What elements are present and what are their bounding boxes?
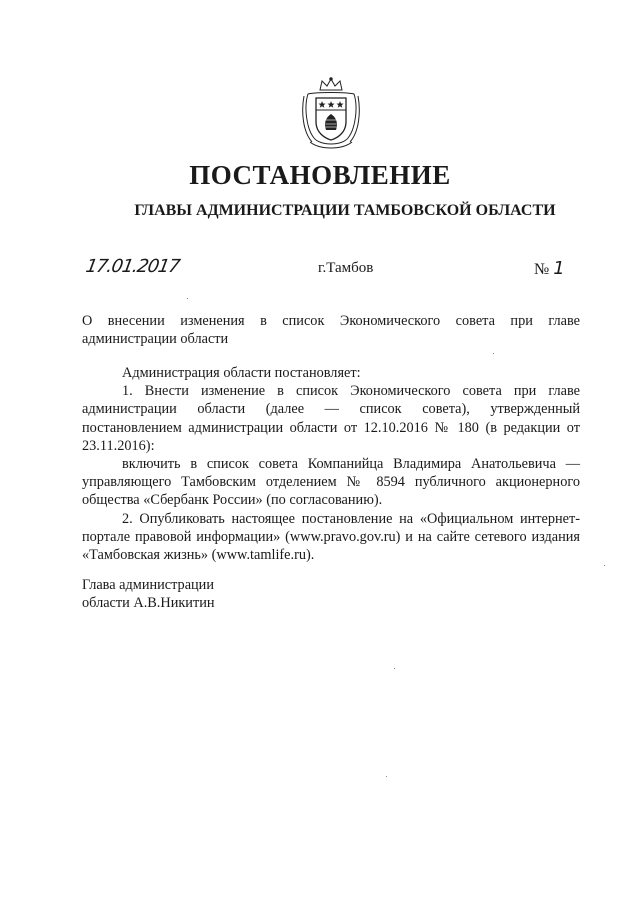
document-subject: О внесении изменения в список Экономического совета при главе администрации области (82, 313, 580, 348)
signature-line-2: области А.В.Никитин (82, 595, 215, 611)
document-city: г.Тамбов (318, 260, 374, 276)
scan-speck (386, 776, 387, 777)
number-value: 1 (553, 258, 565, 279)
paragraph-item-2: 2. Опубликовать настоящее постановление на «Официальном интернет-портале правовой информации» (www.pravo.gov.ru) и на сайте сетевого издания «Тамбовская жизнь» (www.tamlife.ru). (82, 510, 580, 564)
number-prefix: № (534, 261, 550, 278)
signature-block (82, 576, 215, 612)
paragraph-intro: Администрация области постановляет: (122, 365, 361, 381)
document-date: 17.01.2017 (84, 256, 181, 277)
paragraph-item-1-detail: включить в список совета Компанийца Владимира Анатольевича — управляющего Тамбовским отделением № 8594 публичного акционерного общества «Сбербанк России» (по согласованию). (82, 456, 580, 509)
scan-speck (604, 565, 605, 566)
scan-speck (187, 298, 188, 299)
document-title: ПОСТАНОВЛЕНИЕ (189, 160, 451, 190)
coat-of-arms-icon (300, 76, 362, 152)
document-number (534, 258, 565, 279)
paragraph-item-1: 1. Внести изменение в список Экономического совета при главе администрации области (далее — список совета), утвержденный постановлением администрации области от 12.10.2016 № 180 (в редакции от 23.11.2016): (82, 383, 580, 454)
document-subtitle: ГЛАВЫ АДМИНИСТРАЦИИ ТАМБОВСКОЙ ОБЛАСТИ (134, 202, 556, 219)
scan-speck (493, 353, 494, 354)
scan-speck (394, 668, 395, 669)
signature-line-1: Глава администрации (82, 577, 214, 593)
document-body (82, 364, 580, 564)
